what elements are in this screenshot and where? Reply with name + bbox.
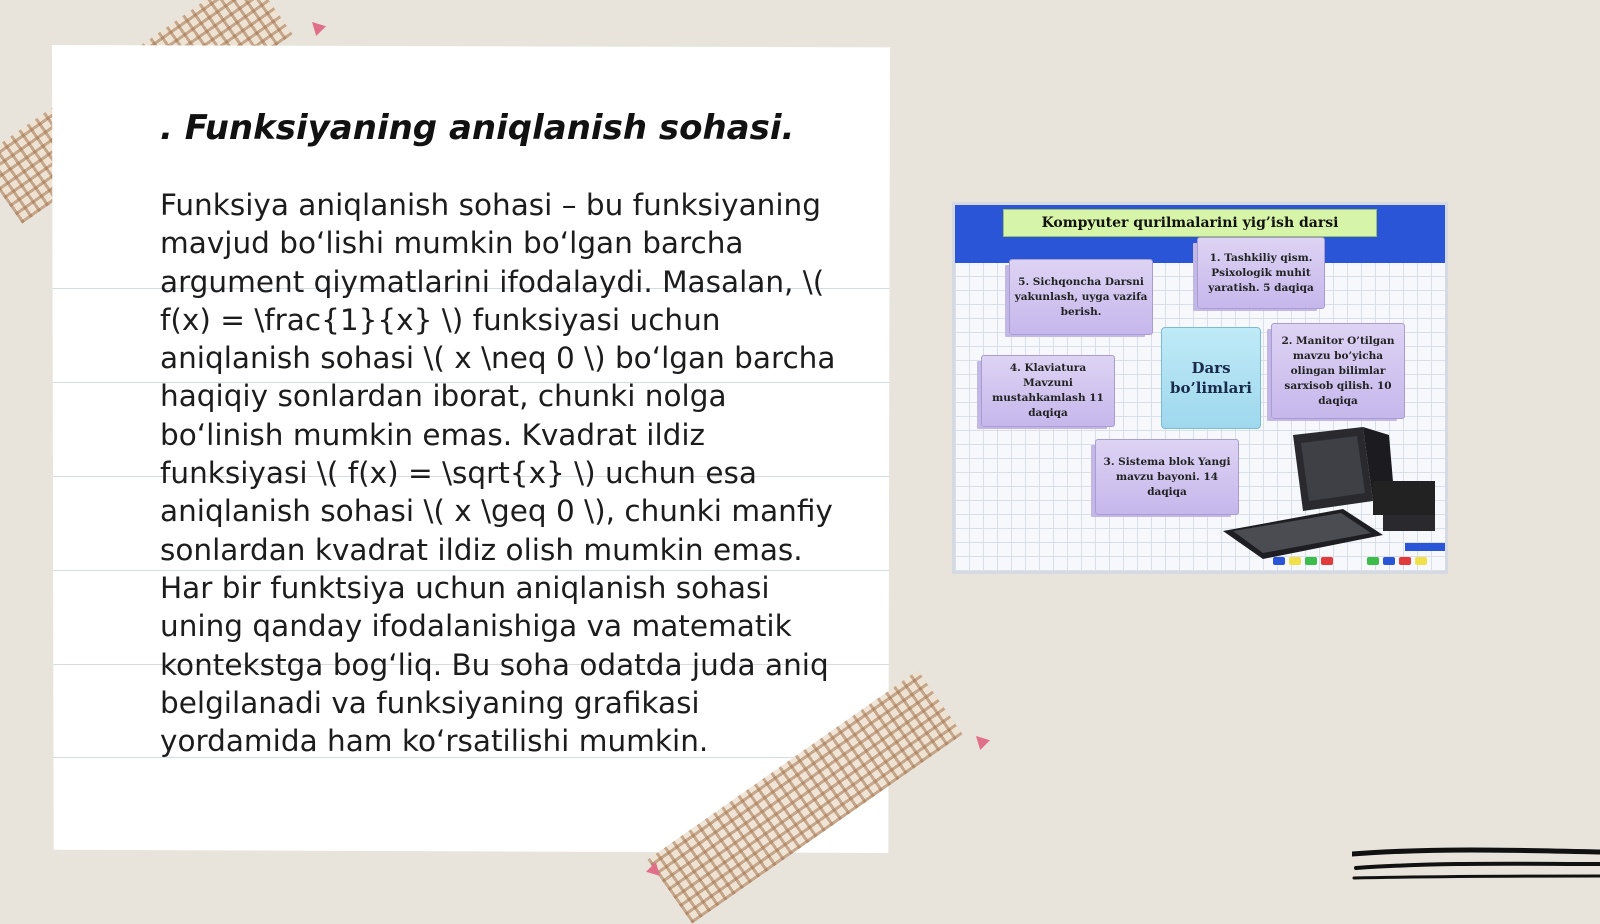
step-scroll: 5. Sichqoncha Darsni yakunlash, uyga vazifa berish.: [1009, 259, 1153, 335]
color-dot: [1289, 557, 1301, 565]
tape-pin-icon: [312, 22, 326, 36]
color-dot: [1321, 557, 1333, 565]
step-scroll: 3. Sistema blok Yangi mavzu bayoni. 14 daqiqa: [1095, 439, 1239, 515]
color-dot: [1273, 557, 1285, 565]
color-dot: [1367, 557, 1379, 565]
color-dot: [1415, 557, 1427, 565]
lesson-plan-image: [952, 202, 1448, 574]
color-dot: [1383, 557, 1395, 565]
image-footer-bar: [1405, 543, 1448, 551]
computer-illustration-icon: [1223, 423, 1443, 563]
step-scroll: 2. Manitor O’tilgan mavzu bo’yicha olingan bilimlar sarxisob qilish. 10 daqiqa: [1271, 323, 1405, 419]
color-dot: [1305, 557, 1317, 565]
slide-body-text: Funksiya aniqlanish sohasi – bu funksiyaning mavjud bo‘lishi mumkin bo‘lgan barcha argument qiymatlarini ifodalaydi. Masalan, \( f(x) = \frac{1}{x} \) funksiyasi uchun aniqlanish sohasi \( x \neq 0 \) bo‘lgan barcha haqiqiy sonlardan iborat, chunki nolga bo‘linish mumkin emas. Kvadrat ildiz funksiyasi \( f(x) = \sqrt{x} \) uchun esa aniqlanish sohasi \( x \geq 0 \), chunki manfiy sonlardan kvadrat ildiz olish mumkin emas. Har bir funktsiya uchun aniqlanish sohasi uning qanday ifodalanishiga va matematik kontekstga bog‘liq. Bu soha odatda juda aniq belgilanadi va funksiyaning grafikasi yordamida ham ko‘rsatilishi mumkin.: [160, 188, 836, 759]
slide-title: . Funksiyaning aniqlanish sohasi.: [160, 108, 795, 148]
tape-pin-icon: [976, 736, 990, 750]
step-scroll: 1. Tashkiliy qism. Psixologik muhit yaratish. 5 daqiqa: [1197, 237, 1325, 309]
center-label: Dars bo’limlari: [1161, 327, 1261, 429]
step-scroll: 4. Klaviatura Mavzuni mustahkamlash 11 daqiqa: [981, 355, 1115, 427]
color-dot: [1399, 557, 1411, 565]
image-heading: Kompyuter qurilmalarini yig’ish darsi: [1003, 209, 1377, 237]
decorative-brush-lines: [1352, 846, 1600, 886]
